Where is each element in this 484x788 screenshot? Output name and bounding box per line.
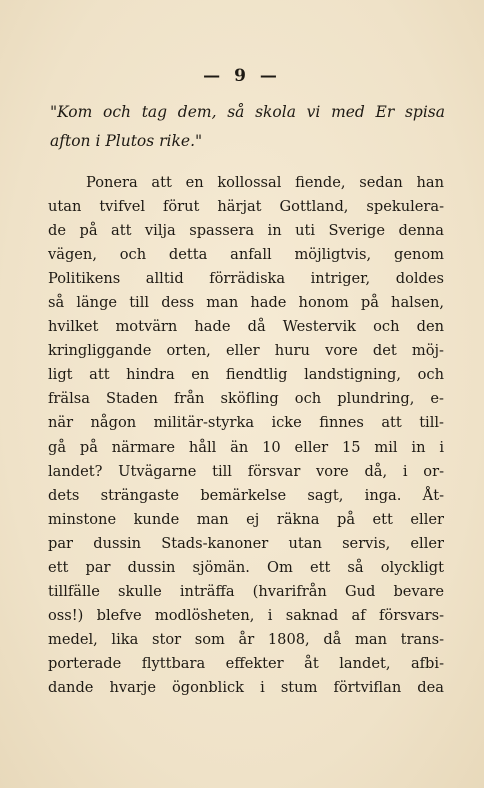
text-line: oss!) blefve modlösheten, i saknad af försvars- bbox=[48, 606, 444, 624]
text-line: par dussin Stads-kanoner utan servis, eller bbox=[48, 534, 444, 552]
text-line: minstone kunde man ej räkna på ett eller bbox=[48, 510, 444, 528]
text-line: dande hvarje ögonblick i stum förtviflan dea bbox=[48, 678, 444, 696]
text-line: landet? Utvägarne till försvar vore då, i or- bbox=[48, 462, 444, 480]
text-line: porterade flyttbara effekter åt landet, afbi- bbox=[48, 654, 444, 672]
text-line: frälsa Staden från sköfling och plundring, e- bbox=[48, 390, 444, 408]
page-number: — 9 — bbox=[203, 66, 281, 86]
text-line: gå på närmare håll än 10 eller 15 mil in i bbox=[48, 438, 444, 456]
text-line: medel, lika stor som år 1808, då man trans- bbox=[48, 630, 444, 648]
text-line: när någon militär-styrka icke finnes att till- bbox=[48, 414, 444, 432]
text-line: kringliggande orten, eller huru vore det möj- bbox=[48, 342, 444, 360]
quote-line: afton i Plutos rike." bbox=[50, 132, 203, 150]
text-line: de på att vilja spassera in uti Sverige denna bbox=[48, 222, 444, 240]
text-line: så länge till dess man hade honom på halsen, bbox=[48, 294, 444, 312]
text-line: ligt att hindra en fiendtlig landstigning, och bbox=[48, 366, 444, 384]
text-line: utan tvifvel förut härjat Gottland, spekulera- bbox=[48, 198, 444, 216]
text-line: ett par dussin sjömän. Om ett så olyckligt bbox=[48, 558, 444, 576]
quote-line: "Kom och tag dem, så skola vi med Er spisa bbox=[50, 103, 445, 121]
text-line: hvilket motvärn hade då Westervik och den bbox=[48, 318, 444, 336]
body-paragraph bbox=[48, 171, 444, 700]
text-line: Ponera att en kollossal fiende, sedan han bbox=[86, 174, 444, 191]
text-line: Politikens alltid förrädiska intriger, doldes bbox=[48, 270, 444, 288]
text-line: vägen, och detta anfall möjligtvis, genom bbox=[48, 246, 444, 264]
quote-block bbox=[50, 98, 445, 156]
text-line: tillfälle skulle inträffa (hvarifrån Gud bevare bbox=[48, 582, 444, 600]
text-line: dets strängaste bemärkelse sagt, inga. Åt- bbox=[48, 486, 444, 504]
